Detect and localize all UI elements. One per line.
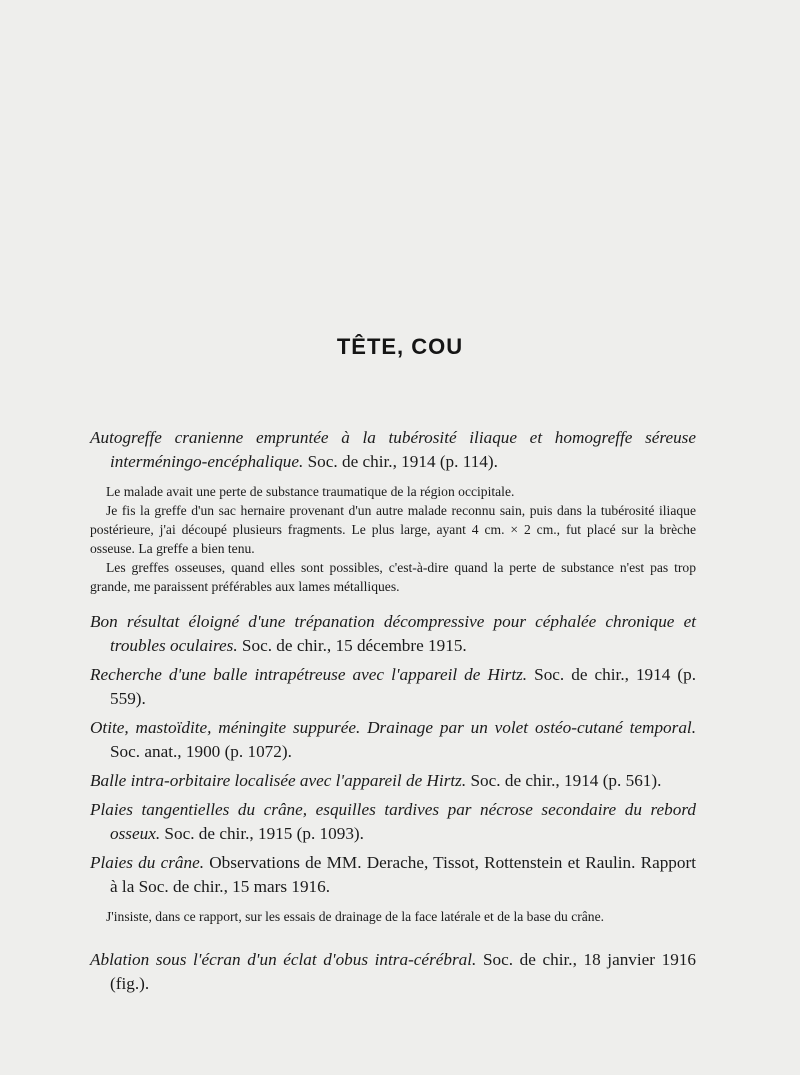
entry-note: Le malade avait une perte de substance traumatique de la région occipitale. — [106, 484, 515, 499]
entry-reference: Observations de MM. Derache, Tissot, Rottenstein et Raulin. Rapport à la Soc. de chir., 15 mars 1916. — [110, 853, 696, 896]
bibliography-entry — [90, 610, 696, 658]
entry-title: Otite, mastoïdite, méningite suppurée. Drainage par un volet ostéo-cutané temporal. — [90, 718, 696, 737]
entry-title: Plaies tangentielles du crâne, esquilles tardives par nécrose secondaire du rebord osseux. — [90, 800, 696, 843]
section-title: TÊTE, COU — [336, 334, 464, 359]
entry-notes — [90, 907, 696, 926]
entry-note: Les greffes osseuses, quand elles sont possibles, c'est-à-dire quand la perte de substance n'est pas trop grande, me paraissent préférables aux lames métalliques. — [90, 560, 696, 594]
entry-reference: Soc. anat., 1900 (p. 1072). — [110, 742, 292, 761]
entry-title: Balle intra-orbitaire localisée avec l'appareil de Hirtz. — [90, 771, 467, 790]
bibliography-entry — [90, 851, 696, 899]
entry-reference: Soc. de chir., 1914 (p. 559). — [110, 665, 696, 708]
bibliography-list — [90, 426, 696, 1001]
entry-reference: Soc. de chir., 15 décembre 1915. — [237, 636, 467, 655]
entry-title: Recherche d'une balle intrapétreuse avec l'appareil de Hirtz. — [90, 665, 528, 684]
entry-reference: Soc. de chir., 18 janvier 1916 (fig.). — [110, 950, 697, 993]
bibliography-entry — [90, 798, 696, 846]
entry-title: Plaies du crâne. — [90, 853, 205, 872]
entry-notes — [90, 482, 696, 596]
bibliography-entry — [90, 716, 696, 764]
entry-note: Je fis la greffe d'un sac hernaire provenant d'un autre malade reconnu sain, puis dans la tubérosité iliaque postérieure, j'ai découpé plusieurs fragments. Le plus large, ayant 4 cm. × 2 cm., fut placé sur la brèche osseuse. La greffe a bien tenu. — [90, 503, 696, 556]
entry-reference: Soc. de chir., 1914 (p. 114). — [303, 452, 498, 471]
entry-note: J'insiste, dans ce rapport, sur les essais de drainage de la face latérale et de la base du crâne. — [106, 909, 605, 924]
bibliography-entry — [90, 426, 696, 474]
bibliography-entry — [90, 663, 696, 711]
bibliography-entry — [90, 948, 696, 996]
entry-title: Autogreffe cranienne empruntée à la tubérosité iliaque et homogreffe séreuse interméningo-encéphalique. — [90, 428, 696, 471]
entry-reference: Soc. de chir., 1915 (p. 1093). — [160, 824, 364, 843]
entry-title: Ablation sous l'écran d'un éclat d'obus intra-cérébral. — [90, 950, 477, 969]
bibliography-entry — [90, 769, 696, 793]
entry-reference: Soc. de chir., 1914 (p. 561). — [466, 771, 662, 790]
entry-title: Bon résultat éloigné d'une trépanation décompressive pour céphalée chronique et troubles oculaires. — [90, 612, 696, 655]
